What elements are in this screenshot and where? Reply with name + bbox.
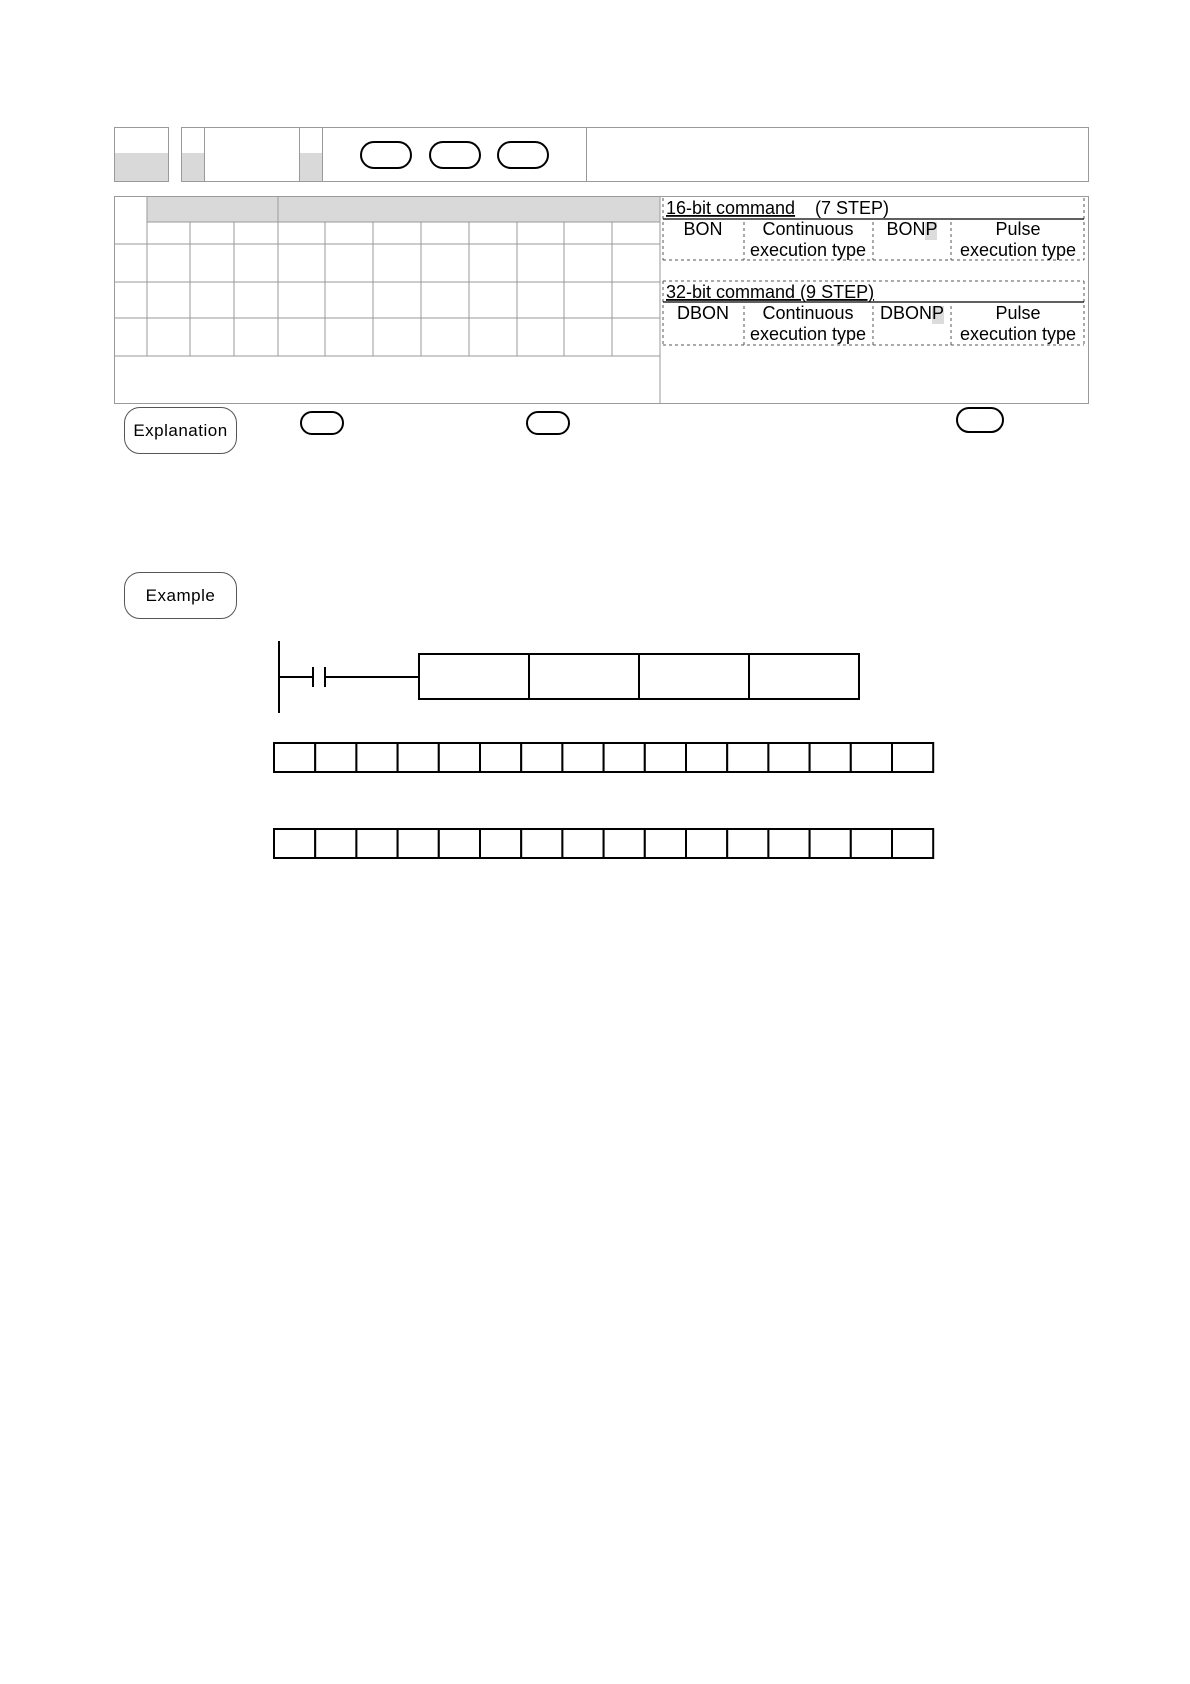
cmd16-continuous-label-1: Continuous	[762, 219, 854, 239]
bit-register-2	[274, 829, 933, 858]
cmd32-title: 32-bit command (9 STEP)	[666, 282, 875, 302]
bit-cell	[439, 829, 480, 858]
cmd16-continuous-mnemonic: BON	[683, 219, 723, 239]
bit-cell	[480, 743, 521, 772]
bit-cell	[562, 829, 603, 858]
bit-cell	[315, 743, 356, 772]
bit-cell	[851, 743, 892, 772]
bit-cell	[810, 743, 851, 772]
cmd16-continuous-label-2: execution type	[749, 240, 867, 260]
bit-cell	[768, 743, 809, 772]
bit-cell	[521, 829, 562, 858]
bit-cell	[274, 829, 315, 858]
cmd32-continuous-label-2: execution type	[749, 324, 867, 344]
cmd16-steps: (7 STEP)	[815, 198, 890, 218]
cmd32-continuous-mnemonic: DBON	[676, 303, 730, 323]
cmd32-pulse-mnemonic: DBONP	[879, 303, 945, 323]
bit-cell	[521, 743, 562, 772]
bit-cell	[851, 829, 892, 858]
cmd16-pulse-mnemonic: BONP	[886, 219, 938, 239]
cmd16-title: 16-bit command	[666, 198, 796, 218]
bit-cell	[645, 743, 686, 772]
bit-cell	[810, 829, 851, 858]
bit-cell	[356, 743, 397, 772]
bit-cell	[768, 829, 809, 858]
bit-register-1	[274, 743, 933, 772]
bit-cell	[562, 743, 603, 772]
bit-cell	[398, 829, 439, 858]
cmd32-pulse-label-1: Pulse	[995, 303, 1041, 323]
cmd16-pulse-label-1: Pulse	[995, 219, 1041, 239]
bit-cell	[356, 829, 397, 858]
bit-cell	[604, 829, 645, 858]
bit-cell	[892, 829, 933, 858]
bit-cell	[480, 829, 521, 858]
example-label: Example	[124, 572, 237, 619]
bit-cell	[315, 829, 356, 858]
bit-cell	[727, 743, 768, 772]
bit-cell	[686, 743, 727, 772]
bit-cell	[686, 829, 727, 858]
bit-cell	[398, 743, 439, 772]
bit-cell	[439, 743, 480, 772]
bit-cell	[274, 743, 315, 772]
bit-cell	[604, 743, 645, 772]
bit-cell	[892, 743, 933, 772]
explanation-label: Explanation	[124, 407, 237, 454]
cmd16-pulse-label-2: execution type	[959, 240, 1077, 260]
cmd32-continuous-label-1: Continuous	[762, 303, 854, 323]
bit-cell	[645, 829, 686, 858]
bit-cell	[727, 829, 768, 858]
cmd32-pulse-label-2: execution type	[959, 324, 1077, 344]
